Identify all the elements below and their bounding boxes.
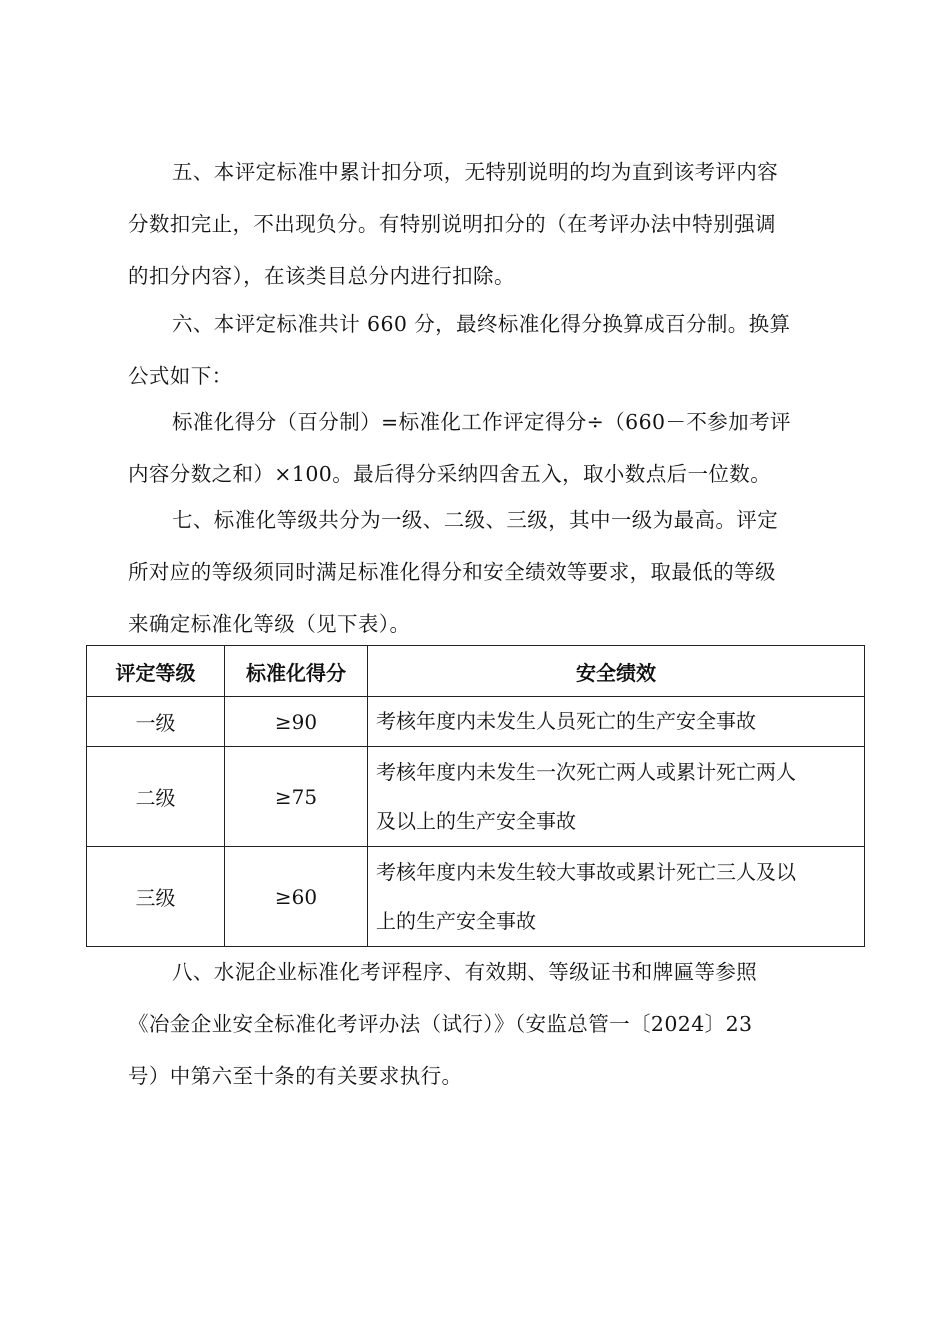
performance-cell (368, 697, 865, 747)
performance-line: 考核年度内未发生较大事故或累计死亡三人及以 (376, 859, 796, 884)
performance-cell (368, 747, 865, 847)
table-header-row (87, 646, 865, 697)
paragraph-line: 所对应的等级须同时满足标准化得分和安全绩效等要求，取最低的等级 (128, 560, 776, 584)
grade-table (86, 645, 865, 947)
header-standard-score: 标准化得分 (225, 646, 368, 697)
paragraph-line: 五、本评定标准中累计扣分项，无特别说明的均为直到该考评内容 (172, 160, 779, 184)
performance-cell (368, 847, 865, 947)
table-row (87, 847, 865, 947)
score-cell: ≥90 (225, 697, 368, 747)
score-cell: ≥75 (225, 747, 368, 847)
paragraph-line: 内容分数之和）×100。最后得分采纳四舍五入，取小数点后一位数。 (128, 462, 772, 486)
paragraph-eight (128, 946, 828, 1102)
performance-line: 及以上的生产安全事故 (376, 808, 576, 833)
header-safety-performance: 安全绩效 (368, 646, 865, 697)
paragraph-line: 的扣分内容），在该类目总分内进行扣除。 (128, 264, 515, 288)
paragraph-seven (128, 494, 828, 650)
score-cell: ≥60 (225, 847, 368, 947)
paragraph-line: 《冶金企业安全标准化考评办法（试行）》（安监总管一〔2024〕23 (128, 1012, 753, 1036)
paragraph-line: 七、标准化等级共分为一级、二级、三级，其中一级为最高。评定 (172, 508, 779, 532)
performance-line: 上的生产安全事故 (376, 908, 536, 933)
grade-level-cell: 二级 (87, 747, 225, 847)
paragraph-line: 八、水泥企业标准化考评程序、有效期、等级证书和牌匾等参照 (172, 960, 758, 984)
paragraph-line: 号）中第六至十条的有关要求执行。 (128, 1064, 463, 1088)
paragraph-five (128, 146, 828, 302)
performance-line: 考核年度内未发生人员死亡的生产安全事故 (376, 709, 756, 733)
grade-level-cell: 三级 (87, 847, 225, 947)
table-row (87, 697, 865, 747)
paragraph-line: 公式如下： (128, 364, 233, 388)
grade-level-cell: 一级 (87, 697, 225, 747)
paragraph-line: 标准化得分（百分制）=标准化工作评定得分÷（660－不参加考评 (172, 410, 791, 434)
paragraph-line: 分数扣完止，不出现负分。有特别说明扣分的（在考评办法中特别强调 (128, 212, 776, 236)
header-grade-level: 评定等级 (87, 646, 225, 697)
paragraph-line: 六、本评定标准共计 660 分，最终标准化得分换算成百分制。换算 (172, 312, 791, 336)
paragraph-line: 来确定标准化等级（见下表）。 (128, 612, 411, 636)
formula-paragraph (128, 396, 828, 500)
table-row (87, 747, 865, 847)
paragraph-six (128, 298, 828, 402)
performance-line: 考核年度内未发生一次死亡两人或累计死亡两人 (376, 759, 796, 784)
